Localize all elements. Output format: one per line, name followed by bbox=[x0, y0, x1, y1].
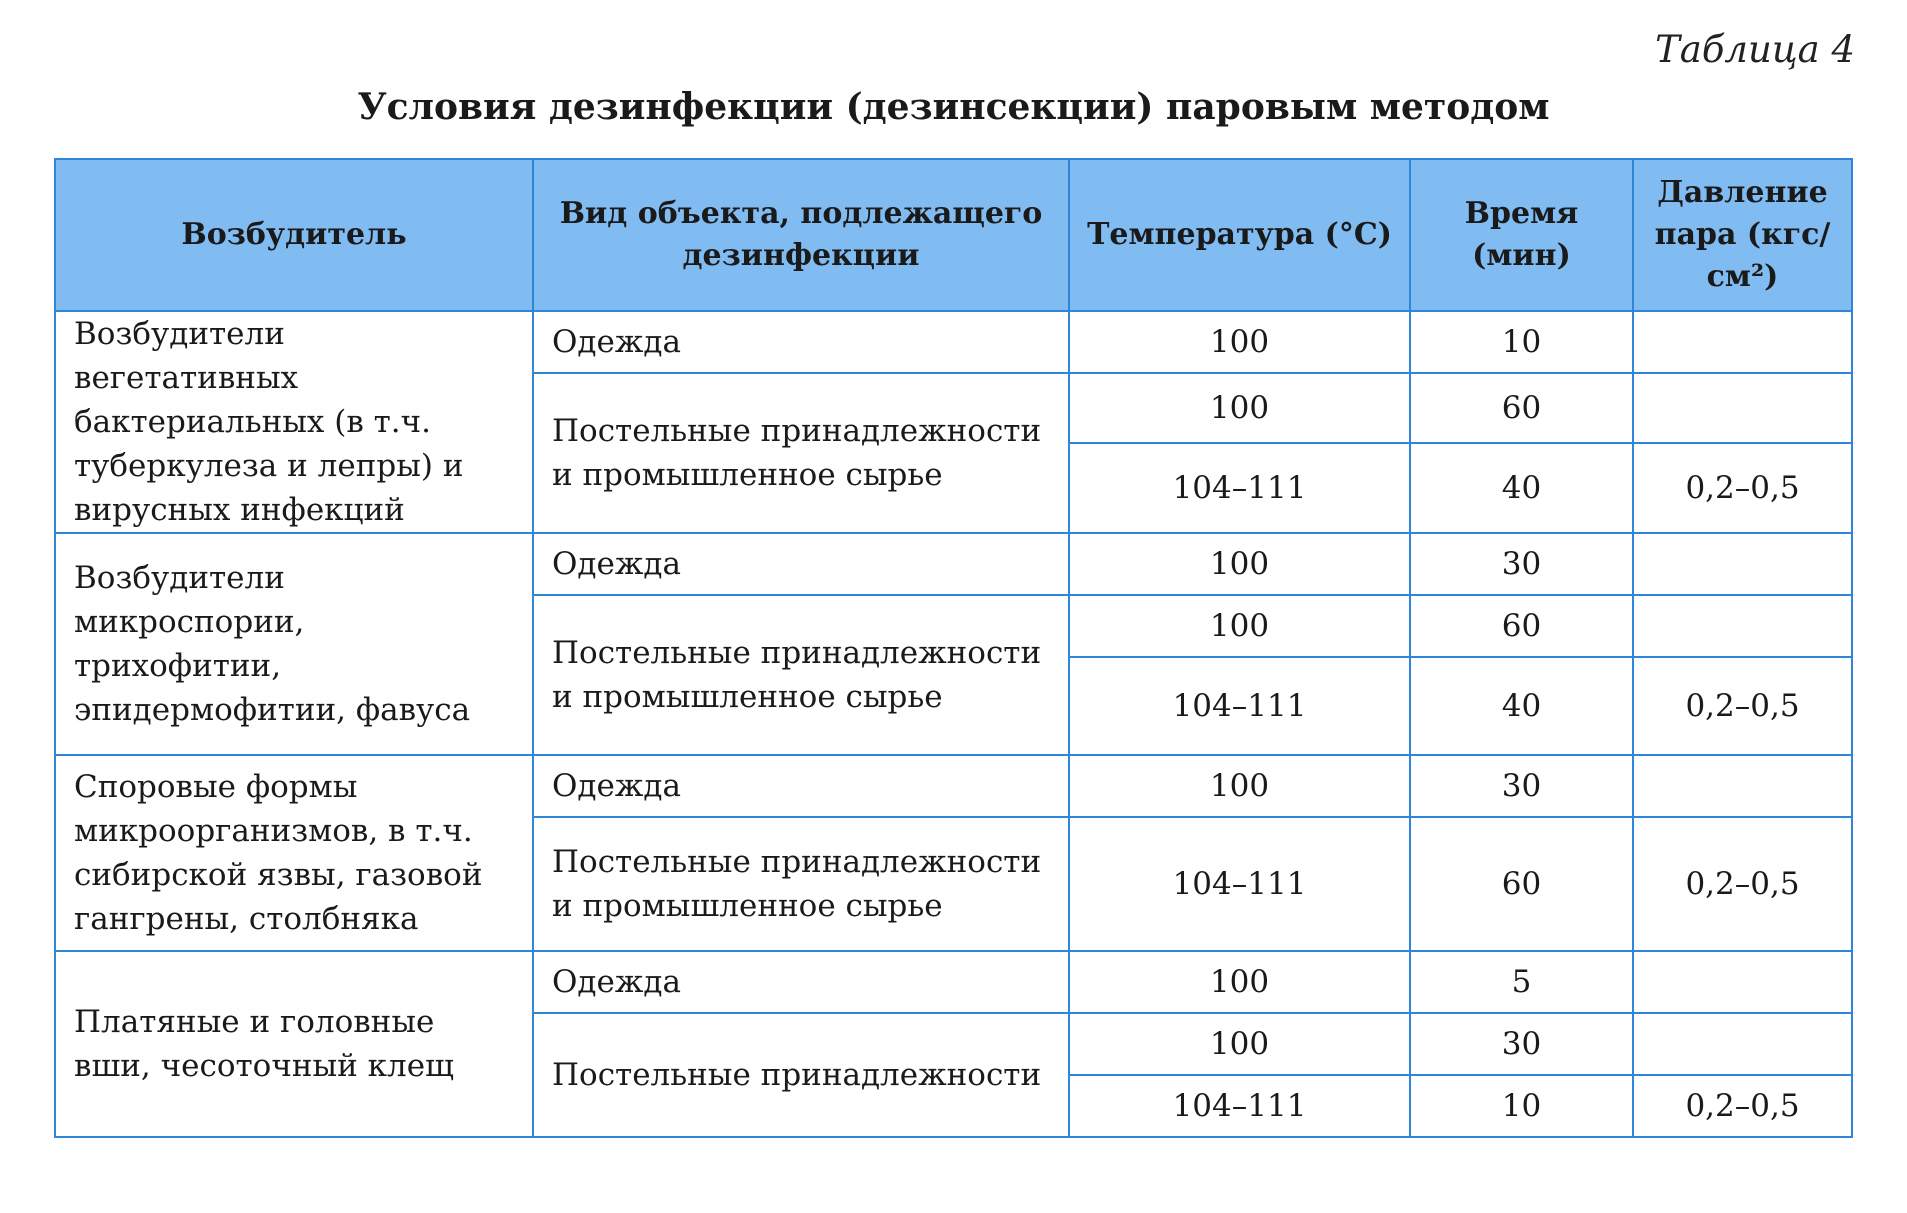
pressure-cell: 0,2–0,5 bbox=[1633, 657, 1852, 755]
temperature-cell: 104–111 bbox=[1069, 443, 1410, 533]
time-cell: 10 bbox=[1410, 1075, 1633, 1137]
temperature-cell: 104–111 bbox=[1069, 817, 1410, 951]
table-row bbox=[55, 533, 1852, 595]
pressure-cell bbox=[1633, 595, 1852, 657]
temperature-cell: 100 bbox=[1069, 311, 1410, 373]
temperature-cell: 100 bbox=[1069, 951, 1410, 1013]
temperature-cell: 100 bbox=[1069, 1013, 1410, 1075]
temperature-cell: 100 bbox=[1069, 755, 1410, 817]
time-cell: 60 bbox=[1410, 817, 1633, 951]
time-cell: 30 bbox=[1410, 533, 1633, 595]
object-cell: Постельные принадлежности и промышленное сырье bbox=[533, 817, 1069, 951]
object-cell: Одежда bbox=[533, 311, 1069, 373]
object-cell: Постельные принадлежности bbox=[533, 1013, 1069, 1137]
time-cell: 30 bbox=[1410, 1013, 1633, 1075]
agent-cell: Возбудители микроспории, трихофитии, эпидермофитии, фавуса bbox=[55, 533, 533, 755]
object-cell: Одежда bbox=[533, 533, 1069, 595]
table-title: Условия дезинфекции (дезинсекции) паровым методом bbox=[357, 86, 1550, 128]
time-cell: 10 bbox=[1410, 311, 1633, 373]
header-agent: Возбудитель bbox=[55, 159, 533, 311]
time-cell: 40 bbox=[1410, 657, 1633, 755]
agent-cell: Споровые формы микроорганизмов, в т.ч. сибирской язвы, газовой гангрены, столбняка bbox=[55, 755, 533, 951]
temperature-cell: 104–111 bbox=[1069, 657, 1410, 755]
header-object: Вид объекта, подлежащего дезинфекции bbox=[533, 159, 1069, 311]
time-cell: 40 bbox=[1410, 443, 1633, 533]
header-row bbox=[55, 159, 1852, 311]
table-row bbox=[55, 951, 1852, 1013]
temperature-cell: 104–111 bbox=[1069, 1075, 1410, 1137]
pressure-cell bbox=[1633, 951, 1852, 1013]
table-row bbox=[55, 755, 1852, 817]
pressure-cell bbox=[1633, 311, 1852, 373]
object-cell: Постельные принадлежности и промышленное сырье bbox=[533, 595, 1069, 755]
pressure-cell bbox=[1633, 373, 1852, 443]
header-pressure: Давление пара (кгс/см²) bbox=[1633, 159, 1852, 311]
pressure-cell bbox=[1633, 1013, 1852, 1075]
header-time: Время (мин) bbox=[1410, 159, 1633, 311]
temperature-cell: 100 bbox=[1069, 373, 1410, 443]
pressure-cell bbox=[1633, 533, 1852, 595]
pressure-cell: 0,2–0,5 bbox=[1633, 817, 1852, 951]
object-cell: Одежда bbox=[533, 755, 1069, 817]
pressure-cell bbox=[1633, 755, 1852, 817]
pressure-cell: 0,2–0,5 bbox=[1633, 443, 1852, 533]
time-cell: 5 bbox=[1410, 951, 1633, 1013]
time-cell: 60 bbox=[1410, 373, 1633, 443]
temperature-cell: 100 bbox=[1069, 595, 1410, 657]
temperature-cell: 100 bbox=[1069, 533, 1410, 595]
time-cell: 30 bbox=[1410, 755, 1633, 817]
time-cell: 60 bbox=[1410, 595, 1633, 657]
header-temperature: Температура (°С) bbox=[1069, 159, 1410, 311]
table-number: Таблица 4 bbox=[1655, 28, 1855, 71]
pressure-cell: 0,2–0,5 bbox=[1633, 1075, 1852, 1137]
object-cell: Постельные принадлежности и промышленное сырье bbox=[533, 373, 1069, 533]
table-row bbox=[55, 311, 1852, 373]
disinfection-table bbox=[54, 158, 1853, 1138]
agent-cell: Платяные и головные вши, чесоточный клещ bbox=[55, 951, 533, 1137]
agent-cell: Возбудители вегетативных бактериальных (в т.ч. туберкулеза и лепры) и вирусных инфекций bbox=[55, 311, 533, 533]
object-cell: Одежда bbox=[533, 951, 1069, 1013]
